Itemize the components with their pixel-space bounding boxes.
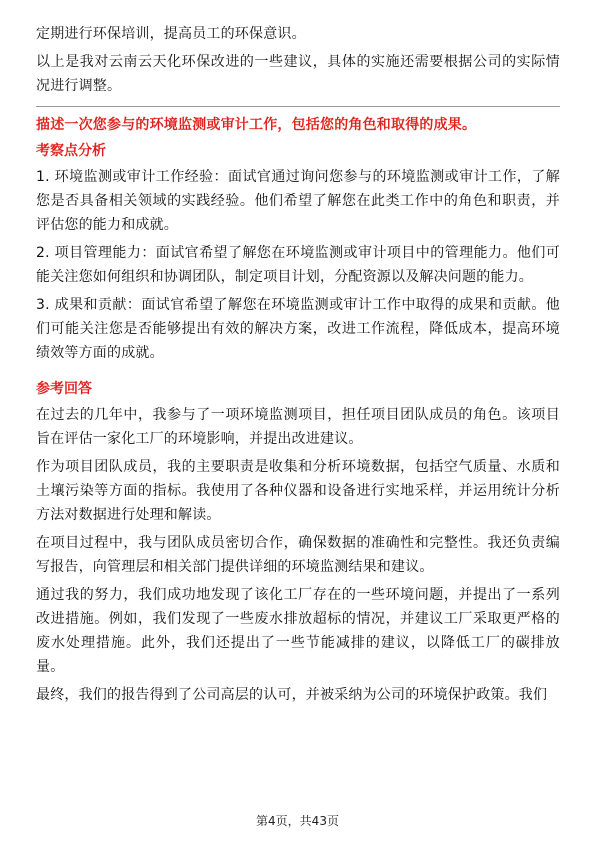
intro-paragraph-1: 定期进行环保培训，提高员工的环保意识。 — [36, 26, 306, 42]
answer-paragraph-3: 在项目过程中，我与团队成员密切合作，确保数据的准确性和完整性。我还负责编写报告，向管理层和相关部门提供详细的环境监测结果和建议。 — [36, 535, 560, 575]
answer-paragraph-1: 在过去的几年中，我参与了一项环境监测项目，担任项目团队成员的角色。该项目旨在评估一家化工厂的环境影响，并提出改进建议。 — [36, 407, 560, 447]
section-divider — [36, 106, 560, 107]
page-number: 第4页，共43页 — [256, 814, 339, 828]
answer-paragraph-5: 最终，我们的报告得到了公司高层的认可，并被采纳为公司的环境保护政策。我们 — [36, 687, 548, 703]
intro-paragraph-2: 以上是我对云南云天化环保改进的一些建议，具体的实施还需要根据公司的实际情况进行调整。 — [36, 54, 560, 94]
page-content — [36, 22, 560, 711]
analysis-item-1: 1. 环境监测或审计工作经验：面试官通过询问您参与的环境监测或审计工作，了解您是否具备相关领域的实践经验。他们希望了解您在此类工作中的角色和职责，并评估您的能力和成就。 — [36, 169, 560, 233]
answer-heading: 参考回答 — [36, 381, 92, 397]
analysis-heading: 考察点分析 — [36, 143, 106, 159]
analysis-item-2: 2. 项目管理能力：面试官希望了解您在环境监测或审计项目中的管理能力。他们可能关注您如何组织和协调团队，制定项目计划，分配资源以及解决问题的能力。 — [36, 245, 560, 285]
answer-paragraph-2: 作为项目团队成员，我的主要职责是收集和分析环境数据，包括空气质量、水质和土壤污染等方面的指标。我使用了各种仪器和设备进行实地采样，并运用统计分析方法对数据进行处理和解读。 — [36, 459, 560, 523]
answer-paragraph-4: 通过我的努力，我们成功地发现了该化工厂存在的一些环境问题，并提出了一系列改进措施。例如，我们发现了一些废水排放超标的情况，并建议工厂采取更严格的废水处理措施。此外，我们还提出了一些节能减排的建议，以降低工厂的碳排放量。 — [36, 587, 560, 675]
analysis-item-3: 3. 成果和贡献：面试官希望了解您在环境监测或审计工作中取得的成果和贡献。他们可能关注您是否能够提出有效的解决方案，改进工作流程，降低成本，提高环境绩效等方面的成就。 — [36, 297, 560, 361]
question-title: 描述一次您参与的环境监测或审计工作，包括您的角色和取得的成果。 — [36, 117, 477, 133]
